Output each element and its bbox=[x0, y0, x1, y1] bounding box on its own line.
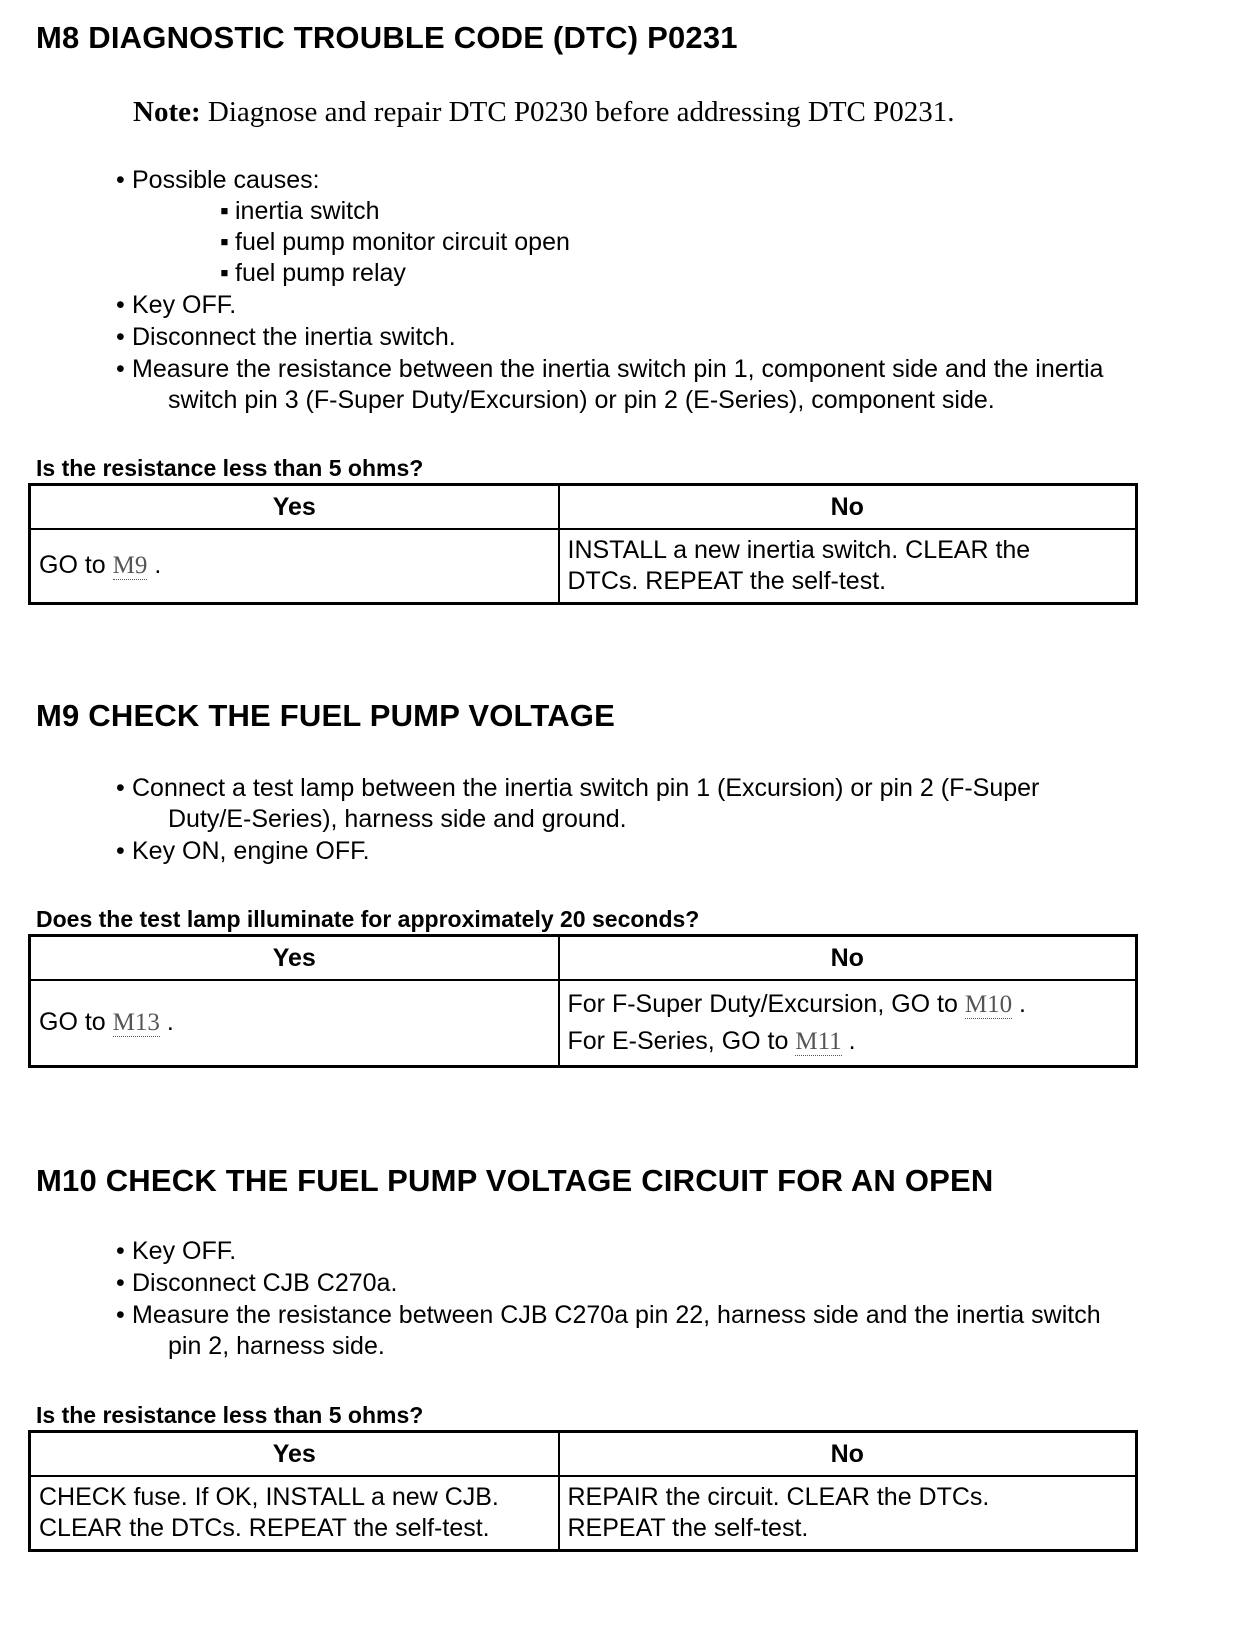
no-line: REPAIR the circuit. CLEAR the DTCs. bbox=[567, 1482, 990, 1511]
m9-bullet bbox=[116, 772, 1039, 804]
m8-sub-bullet bbox=[220, 226, 570, 258]
m9-bullet bbox=[116, 835, 370, 867]
no-end: . bbox=[1012, 989, 1026, 1018]
bullet-text: Connect a test lamp between the inertia switch pin 1 (Excursion) or pin 2 (F-Super bbox=[132, 774, 1040, 802]
table-row bbox=[30, 980, 1137, 1066]
sub-bullet-text: inertia switch bbox=[235, 197, 380, 225]
no-header: No bbox=[559, 936, 1137, 981]
m8-bullet bbox=[116, 321, 456, 353]
bullet-icon: • bbox=[116, 1237, 125, 1265]
no-line: REPEAT the self-test. bbox=[567, 1513, 809, 1542]
yes-end: . bbox=[159, 1008, 174, 1037]
m10-bullet-continuation: pin 2, harness side. bbox=[168, 1332, 385, 1360]
m9-decision-table bbox=[28, 934, 1138, 1068]
m8-bullet-continuation: switch pin 3 (F-Super Duty/Excursion) or pin 2 (E-Series), component side. bbox=[168, 386, 995, 414]
m9-question: Does the test lamp illuminate for approximately 20 seconds? bbox=[36, 906, 700, 932]
yes-header: Yes bbox=[30, 936, 559, 981]
square-bullet-icon: ▪ bbox=[220, 197, 229, 225]
table-header-row bbox=[30, 936, 1137, 981]
link-m9[interactable]: M9 bbox=[112, 552, 148, 580]
link-m11[interactable]: M11 bbox=[795, 1027, 842, 1055]
link-m13[interactable]: M13 bbox=[112, 1009, 160, 1037]
m8-sub-bullet bbox=[220, 257, 406, 289]
note-label: Note: bbox=[133, 96, 201, 128]
link-m10[interactable]: M10 bbox=[964, 990, 1013, 1018]
bullet-icon: • bbox=[116, 837, 125, 865]
bullet-text: Measure the resistance between CJB C270a pin 22, harness side and the inertia switch bbox=[132, 1301, 1101, 1329]
bullet-icon: • bbox=[116, 774, 125, 802]
bullet-text: Key ON, engine OFF. bbox=[132, 837, 370, 865]
m8-decision-table bbox=[28, 483, 1138, 605]
bullet-icon: • bbox=[116, 166, 125, 194]
no-line: INSTALL a new inertia switch. CLEAR the bbox=[567, 535, 1031, 564]
no-header: No bbox=[559, 1432, 1137, 1477]
bullet-text: Disconnect the inertia switch. bbox=[132, 323, 456, 351]
table-header-row bbox=[30, 1432, 1137, 1477]
no-cell bbox=[559, 529, 1137, 603]
yes-text: GO to bbox=[39, 1008, 113, 1037]
no-line bbox=[568, 1023, 1128, 1060]
m8-title: M8 DIAGNOSTIC TROUBLE CODE (DTC) P0231 bbox=[36, 20, 738, 55]
m9-bullet-continuation: Duty/E-Series), harness side and ground. bbox=[168, 805, 627, 833]
no-text: For E-Series, GO to bbox=[567, 1026, 796, 1055]
m10-title: M10 CHECK THE FUEL PUMP VOLTAGE CIRCUIT FOR AN OPEN bbox=[36, 1163, 994, 1198]
m10-bullet bbox=[116, 1267, 397, 1299]
m10-question: Is the resistance less than 5 ohms? bbox=[36, 1402, 424, 1428]
no-cell bbox=[559, 1476, 1137, 1550]
bullet-icon: • bbox=[116, 1301, 125, 1329]
no-end: . bbox=[841, 1026, 856, 1055]
m8-question: Is the resistance less than 5 ohms? bbox=[36, 455, 424, 481]
bullet-icon: • bbox=[116, 1269, 125, 1297]
bullet-text: Key OFF. bbox=[132, 1237, 237, 1265]
no-line: DTCs. REPEAT the self-test. bbox=[567, 566, 887, 595]
yes-line: CHECK fuse. If OK, INSTALL a new CJB. bbox=[39, 1482, 499, 1511]
m10-decision-table bbox=[28, 1430, 1138, 1552]
square-bullet-icon: ▪ bbox=[220, 228, 229, 256]
yes-line: CLEAR the DTCs. REPEAT the self-test. bbox=[39, 1513, 490, 1542]
bullet-icon: • bbox=[116, 323, 125, 351]
yes-header: Yes bbox=[30, 1432, 559, 1477]
m10-bullet bbox=[116, 1235, 236, 1267]
yes-cell bbox=[30, 529, 559, 603]
table-row bbox=[30, 1476, 1137, 1550]
bullet-text: Measure the resistance between the inertia switch pin 1, component side and the inertia bbox=[132, 355, 1104, 383]
no-cell bbox=[559, 980, 1137, 1066]
m8-sub-bullet bbox=[220, 195, 380, 227]
square-bullet-icon: ▪ bbox=[220, 259, 229, 287]
m9-title: M9 CHECK THE FUEL PUMP VOLTAGE bbox=[36, 698, 615, 733]
yes-cell bbox=[30, 1476, 559, 1550]
m8-bullet bbox=[116, 289, 236, 321]
yes-end: . bbox=[147, 551, 162, 580]
sub-bullet-text: fuel pump monitor circuit open bbox=[235, 228, 570, 256]
no-line bbox=[568, 986, 1128, 1023]
bullet-icon: • bbox=[116, 291, 125, 319]
yes-text: GO to bbox=[39, 551, 113, 580]
m8-bullet bbox=[116, 353, 1103, 385]
sub-bullet-text: fuel pump relay bbox=[235, 259, 406, 287]
note-text: Diagnose and repair DTC P0230 before addressing DTC P0231. bbox=[200, 96, 955, 128]
table-row bbox=[30, 529, 1137, 603]
bullet-icon: • bbox=[116, 355, 125, 383]
bullet-text: Disconnect CJB C270a. bbox=[132, 1269, 398, 1297]
m10-bullet bbox=[116, 1299, 1101, 1331]
yes-header: Yes bbox=[30, 485, 559, 530]
table-header-row bbox=[30, 485, 1137, 530]
bullet-text: Possible causes: bbox=[132, 166, 320, 194]
no-text: For F-Super Duty/Excursion, GO to bbox=[567, 989, 965, 1018]
yes-cell bbox=[30, 980, 559, 1066]
m8-bullet bbox=[116, 164, 320, 196]
no-header: No bbox=[559, 485, 1137, 530]
m8-note bbox=[133, 96, 955, 129]
bullet-text: Key OFF. bbox=[132, 291, 237, 319]
